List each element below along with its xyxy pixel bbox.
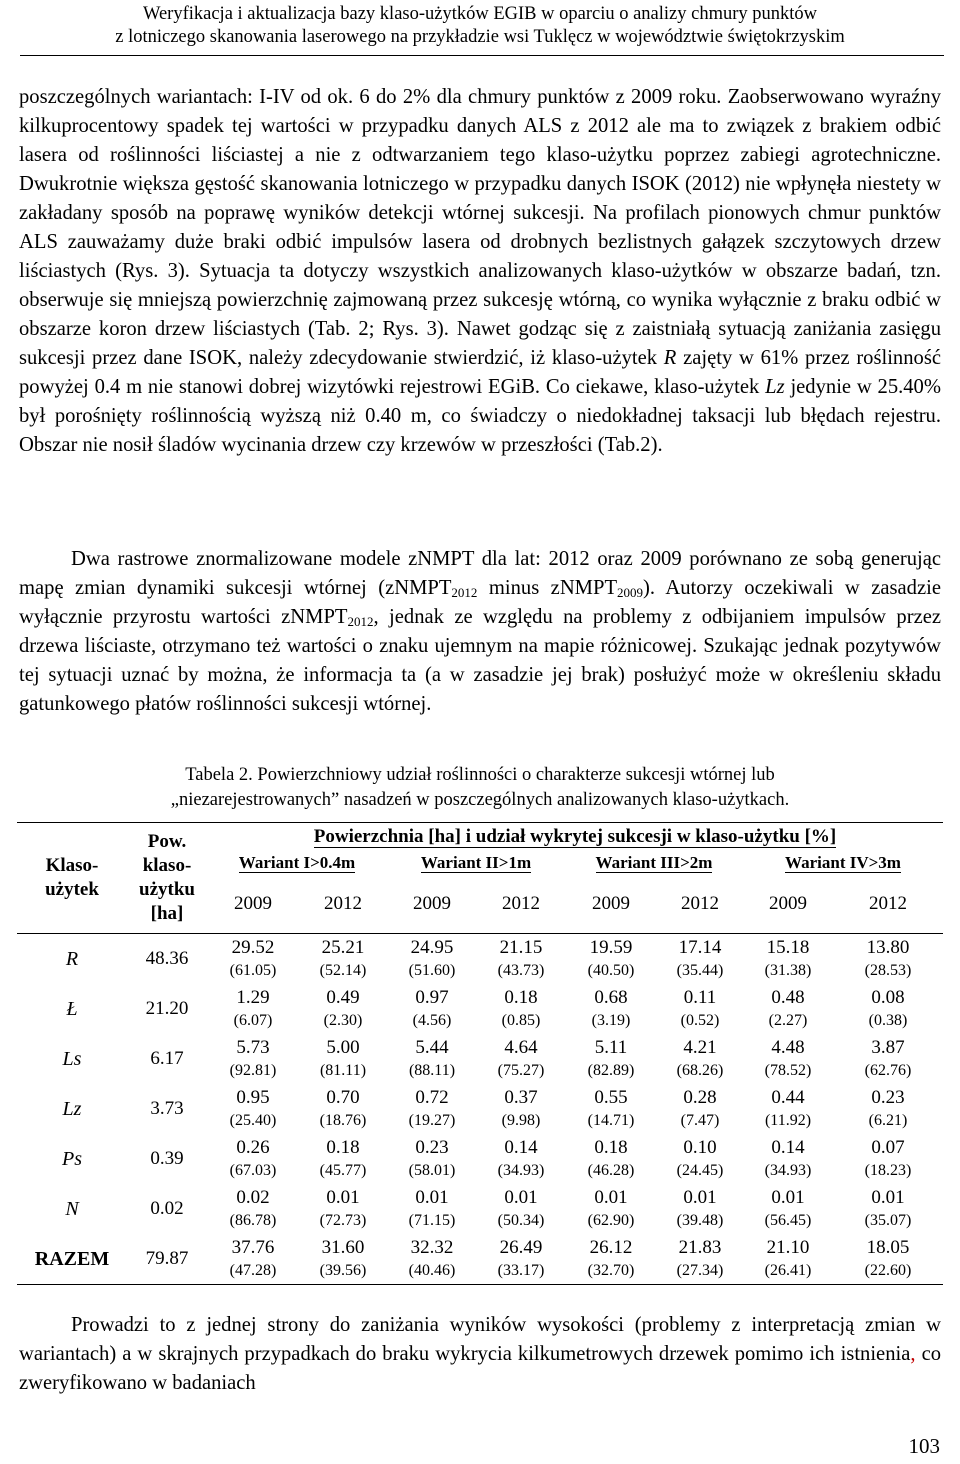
cell-percent-value: (4.56) <box>412 1012 452 1029</box>
table-cell <box>565 1084 657 1134</box>
table-cell <box>833 1234 943 1285</box>
cell-percent-value: (86.78) <box>229 1212 277 1229</box>
cell-area-value: 0.14 <box>504 1137 538 1158</box>
cell-area-value: 18.05 <box>866 1237 910 1258</box>
paragraph-2: Dwa rastrowe znormalizowane modele zNMPT dla lat: 2012 oraz 2009 porównano ze sobą generując mapę zmian dynamiki sukcesji wtórnej (zNMPT$_{2012}$ minus zNMPT$_{2009}$). Autorzy oczekiwali w zasadzie wyłącznie przyrostu wartości zNMPT$_{2012}$, jednak ze względu na problemy z odbijaniem impulsów przez drzewa liściaste, otrzymano też wartości o znaku ujemnym na mapie różnicowej. Szukając jednak pozytywów tej sytuacji uznać by można, że informacja ta (a w zasadzie jej brak) posłużyć może w określeniu składu gatunkowego płatów roślinności sukcesji wtórnej. <box>19 548 941 715</box>
table-caption: Tabela 2. Powierzchniowy udział roślinności o charakterze sukcesji wtórnej lub „niezarejestrowanych” nasadzeń w poszczególnych analizowanych klaso-użytkach. <box>170 765 790 810</box>
table-cell <box>207 1134 299 1184</box>
table-cell <box>477 1234 565 1285</box>
header-group: Powierzchnia [ha] i udział wykrytej sukcesji w klaso-użytku [%] <box>313 826 837 847</box>
class-area: 6.17 <box>150 1048 184 1069</box>
cell-percent-value: (82.89) <box>587 1062 635 1079</box>
cell-percent-value: (27.34) <box>676 1262 724 1279</box>
table-cell <box>657 934 743 985</box>
table-cell <box>387 1084 477 1134</box>
cell-percent-value: (58.01) <box>408 1162 456 1179</box>
table-cell <box>207 1234 299 1285</box>
cell-area-value: 4.64 <box>504 1037 538 1058</box>
cell-percent-value: (19.27) <box>408 1112 456 1129</box>
table-row <box>17 934 943 985</box>
cell-area-value: 0.01 <box>415 1187 449 1208</box>
cell-area-value: 0.01 <box>871 1187 905 1208</box>
cell-area-value: 26.49 <box>499 1237 543 1258</box>
table-cell <box>565 984 657 1034</box>
class-name: Ps <box>62 1148 82 1170</box>
cell-percent-value: (33.17) <box>497 1262 545 1279</box>
cell-area-value: 24.95 <box>410 937 454 958</box>
class-name: Ls <box>62 1048 82 1070</box>
cell-percent-value: (88.11) <box>408 1062 456 1079</box>
cell-area-value: 0.01 <box>504 1187 538 1208</box>
running-header <box>20 3 940 49</box>
table-cell <box>743 1234 833 1285</box>
class-name: R <box>65 948 79 970</box>
cell-percent-value: (9.98) <box>501 1112 541 1129</box>
table-cell <box>833 1084 943 1134</box>
cell-area-value: 0.55 <box>594 1087 628 1108</box>
cell-percent-value: (39.48) <box>676 1212 724 1229</box>
cell-area-value: 5.00 <box>326 1037 360 1058</box>
table-cell <box>207 1184 299 1234</box>
table-cell <box>657 1084 743 1134</box>
year-header: 2009 <box>592 893 630 914</box>
table-cell <box>833 984 943 1034</box>
table-cell <box>299 1134 387 1184</box>
cell-area-value: 4.48 <box>771 1037 805 1058</box>
table-cell <box>565 1134 657 1184</box>
table-cell <box>743 1184 833 1234</box>
table-cell <box>833 1134 943 1184</box>
table-cell <box>477 934 565 985</box>
cell-area-value: 0.11 <box>683 987 717 1008</box>
table-cell <box>299 1234 387 1285</box>
table-cell <box>207 934 299 985</box>
cell-percent-value: (18.23) <box>864 1162 912 1179</box>
cell-percent-value: (52.14) <box>319 962 367 979</box>
table-cell <box>207 1034 299 1084</box>
table-cell <box>657 984 743 1034</box>
cell-area-value: 5.44 <box>415 1037 449 1058</box>
table-cell <box>833 1184 943 1234</box>
cell-area-value: 0.18 <box>326 1137 360 1158</box>
cell-area-value: 5.73 <box>236 1037 270 1058</box>
cell-area-value: 17.14 <box>678 937 722 958</box>
table-cell <box>299 984 387 1034</box>
class-area: 48.36 <box>145 948 189 969</box>
cell-area-value: 0.01 <box>683 1187 717 1208</box>
table-row <box>17 1184 943 1234</box>
cell-percent-value: (26.41) <box>764 1262 812 1279</box>
table-cell <box>299 934 387 985</box>
cell-percent-value: (68.26) <box>676 1062 724 1079</box>
succession-table <box>17 822 943 1285</box>
cell-area-value: 21.83 <box>678 1237 722 1258</box>
table-cell <box>565 1184 657 1234</box>
cell-area-value: 0.95 <box>236 1087 270 1108</box>
cell-percent-value: (35.44) <box>676 962 724 979</box>
cell-area-value: 0.14 <box>771 1137 805 1158</box>
class-name: Ł <box>66 998 78 1020</box>
header-variant-2: Wariant II>1m <box>420 853 532 872</box>
cell-percent-value: (81.11) <box>319 1062 367 1079</box>
cell-percent-value: (39.56) <box>319 1262 367 1279</box>
cell-percent-value: (0.85) <box>501 1012 541 1029</box>
cell-percent-value: (6.07) <box>233 1012 273 1029</box>
table-cell <box>657 1034 743 1084</box>
table-cell <box>299 1034 387 1084</box>
paragraph-1: poszczególnych wariantach: I-IV od ok. 6 do 2% dla chmury punktów z 2009 roku. Zaobserwowano wyraźny kilkuprocentowy spadek tej wartości w przypadku danych ALS z 2012 ale ma to związek z brakiem odbić lasera od roślinności liściastej a nie z odtwarzaniem tego klaso-użytku poprzez zabiegi agrotechniczne. Dwukrotnie większa gęstość skanowania lotniczego w przypadku danych ISOK (2012) nie wpłynęła niestety w zakładany sposób na poprawę wyników detekcji wtórnej sukcesji. Na profilach pionowych chmur punktów ALS zauważamy duże braki odbić impulsów lasera od drobnych bezlistnych gałązek szczytowych drzew liściastych (Rys. 3). Sytuacja ta dotyczy wszystkich analizowanych klaso-użytków w obszarze badań, tzn. obserwuje się mniejszą powierzchnię zajmowaną przez sukcesję wtórną, co wynika wyłącznie z braku odbić w obszarze koron drzew liściastych (Tab. 2; Rys. 3). Nawet godząc się z zaistniałą sytuacją zaniżania zasięgu sukcesji przez dane ISOK, należy zdecydowanie stwierdzić, iż klaso-użytek R zajęty w 61% przez roślinność powyżej 0.4 m nie stanowi dobrej wizytówki rejestrowi EGiB. Co ciekawe, klaso-użytek Lz jedynie w 25.40% był porośnięty roślinnością wyższą niż 0.40 m, co świadczy o niedokładnej taksacji lub błędach rejestru. Obszar nie nosił śladów wycinania drzew czy krzewów w przeszłości (Tab.2). <box>19 86 942 456</box>
cell-percent-value: (25.40) <box>229 1112 277 1129</box>
table-cell <box>743 934 833 985</box>
cell-percent-value: (47.28) <box>229 1262 277 1279</box>
cell-area-value: 0.02 <box>236 1187 270 1208</box>
header-line-2: z lotniczego skanowania laserowego na przykładzie wsi Tuklęcz w województwie świętokrzyskim <box>115 27 845 47</box>
cell-area-value: 0.70 <box>326 1087 360 1108</box>
table-cell <box>477 1184 565 1234</box>
cell-area-value: 15.18 <box>766 937 810 958</box>
table-cell <box>565 1034 657 1084</box>
cell-percent-value: (2.27) <box>768 1012 808 1029</box>
cell-area-value: 0.37 <box>504 1087 538 1108</box>
table-cell <box>657 1234 743 1285</box>
cell-area-value: 4.21 <box>683 1037 717 1058</box>
cell-area-value: 0.44 <box>771 1087 805 1108</box>
table-cell <box>743 1134 833 1184</box>
paragraph-3: Prowadzi to z jednej strony do zaniżania wyników wysokości (problemy z interpretacją zmian w wariantach) a w skrajnych przypadkach do braku wykrycia kilkumetrowych drzewek pomimo ich istnienia, co zweryfikowano w badaniach <box>19 1314 941 1394</box>
table-cell <box>387 1034 477 1084</box>
table-row <box>17 1234 943 1285</box>
cell-percent-value: (0.38) <box>868 1012 908 1029</box>
cell-area-value: 0.18 <box>504 987 538 1008</box>
cell-area-value: 29.52 <box>231 937 275 958</box>
header-rule <box>20 55 944 56</box>
year-header: 2012 <box>681 893 719 914</box>
cell-percent-value: (34.93) <box>497 1162 545 1179</box>
header-variant-4: Wariant IV>3m <box>785 853 901 872</box>
cell-percent-value: (0.52) <box>680 1012 720 1029</box>
cell-area-value: 0.49 <box>326 987 360 1008</box>
cell-area-value: 0.72 <box>415 1087 449 1108</box>
table-row <box>17 984 943 1034</box>
cell-area-value: 0.18 <box>594 1137 628 1158</box>
cell-percent-value: (75.27) <box>497 1062 545 1079</box>
table-cell <box>387 934 477 985</box>
cell-percent-value: (34.93) <box>764 1162 812 1179</box>
cell-percent-value: (2.30) <box>323 1012 363 1029</box>
header-area: Pow. klaso-użytku [ha] <box>127 823 207 934</box>
table-cell <box>477 1034 565 1084</box>
cell-area-value: 21.15 <box>499 937 543 958</box>
table-cell <box>387 1134 477 1184</box>
cell-area-value: 0.28 <box>683 1087 717 1108</box>
cell-area-value: 31.60 <box>321 1237 365 1258</box>
cell-area-value: 0.01 <box>326 1187 360 1208</box>
cell-percent-value: (35.07) <box>864 1212 912 1229</box>
cell-area-value: 0.23 <box>415 1137 449 1158</box>
table-cell <box>743 1034 833 1084</box>
class-area: 0.02 <box>150 1198 184 1219</box>
cell-percent-value: (71.15) <box>408 1212 456 1229</box>
year-header: 2012 <box>869 893 907 914</box>
cell-area-value: 19.59 <box>589 937 633 958</box>
cell-area-value: 0.07 <box>871 1137 905 1158</box>
cell-percent-value: (62.76) <box>864 1062 912 1079</box>
table-cell <box>387 1184 477 1234</box>
table-row <box>17 1084 943 1134</box>
cell-percent-value: (18.76) <box>319 1112 367 1129</box>
cell-percent-value: (7.47) <box>680 1112 720 1129</box>
cell-area-value: 0.10 <box>683 1137 717 1158</box>
cell-percent-value: (32.70) <box>587 1262 635 1279</box>
table-cell <box>657 1184 743 1234</box>
cell-percent-value: (6.21) <box>868 1112 908 1129</box>
cell-percent-value: (45.77) <box>319 1162 367 1179</box>
year-header: 2009 <box>234 893 272 914</box>
table-cell <box>299 1084 387 1134</box>
cell-area-value: 0.68 <box>594 987 628 1008</box>
class-name: Lz <box>62 1098 82 1120</box>
table-cell <box>387 1234 477 1285</box>
cell-area-value: 37.76 <box>231 1237 275 1258</box>
class-area: 79.87 <box>145 1248 189 1269</box>
cell-area-value: 32.32 <box>410 1237 454 1258</box>
class-area: 0.39 <box>150 1148 184 1169</box>
class-name: RAZEM <box>34 1248 110 1270</box>
cell-area-value: 3.87 <box>871 1037 905 1058</box>
table-cell <box>207 984 299 1034</box>
cell-area-value: 0.01 <box>771 1187 805 1208</box>
table-cell <box>743 984 833 1034</box>
cell-percent-value: (61.05) <box>229 962 277 979</box>
table-cell <box>477 984 565 1034</box>
cell-area-value: 1.29 <box>236 987 270 1008</box>
cell-percent-value: (40.46) <box>408 1262 456 1279</box>
table-row <box>17 1134 943 1184</box>
cell-area-value: 26.12 <box>589 1237 633 1258</box>
cell-percent-value: (14.71) <box>587 1112 635 1129</box>
cell-area-value: 21.10 <box>766 1237 810 1258</box>
cell-percent-value: (78.52) <box>764 1062 812 1079</box>
cell-percent-value: (22.60) <box>864 1262 912 1279</box>
cell-percent-value: (46.28) <box>587 1162 635 1179</box>
page-number: 103 <box>908 1434 940 1458</box>
cell-percent-value: (43.73) <box>497 962 545 979</box>
cell-area-value: 13.80 <box>866 937 910 958</box>
cell-percent-value: (92.81) <box>229 1062 277 1079</box>
table-row <box>17 1034 943 1084</box>
cell-percent-value: (67.03) <box>229 1162 277 1179</box>
table-cell <box>299 1184 387 1234</box>
year-header: 2012 <box>502 893 540 914</box>
cell-percent-value: (3.19) <box>591 1012 631 1029</box>
cell-percent-value: (62.90) <box>587 1212 635 1229</box>
table-cell <box>565 934 657 985</box>
cell-area-value: 0.97 <box>415 987 449 1008</box>
cell-percent-value: (51.60) <box>408 962 456 979</box>
cell-percent-value: (50.34) <box>497 1212 545 1229</box>
cell-percent-value: (11.92) <box>764 1112 812 1129</box>
cell-area-value: 0.01 <box>594 1187 628 1208</box>
cell-area-value: 25.21 <box>321 937 365 958</box>
highlighted-comma: , <box>910 1343 916 1365</box>
table-cell <box>657 1134 743 1184</box>
table-cell <box>387 984 477 1034</box>
header-class: Klaso-użytek <box>17 823 127 934</box>
cell-percent-value: (31.38) <box>764 962 812 979</box>
cell-area-value: 0.23 <box>871 1087 905 1108</box>
class-name: N <box>65 1198 79 1220</box>
class-area: 21.20 <box>145 998 189 1019</box>
year-header: 2009 <box>769 893 807 914</box>
cell-area-value: 0.48 <box>771 987 805 1008</box>
header-variant-3: Wariant III>2m <box>595 853 713 872</box>
cell-percent-value: (72.73) <box>319 1212 367 1229</box>
header-variant-1: Wariant I>0.4m <box>238 853 356 872</box>
table-cell <box>743 1084 833 1134</box>
cell-area-value: 5.11 <box>594 1037 628 1058</box>
table-cell <box>477 1084 565 1134</box>
cell-percent-value: (40.50) <box>587 962 635 979</box>
class-area: 3.73 <box>150 1098 184 1119</box>
cell-percent-value: (24.45) <box>676 1162 724 1179</box>
cell-area-value: 0.26 <box>236 1137 270 1158</box>
header-line-1: Weryfikacja i aktualizacja bazy klaso-użytków EGIB w oparciu o analizy chmury punktów <box>142 4 818 24</box>
cell-percent-value: (28.53) <box>864 962 912 979</box>
table-cell <box>565 1234 657 1285</box>
cell-area-value: 0.08 <box>871 987 905 1008</box>
table-cell <box>477 1134 565 1184</box>
cell-percent-value: (56.45) <box>764 1212 812 1229</box>
table-cell <box>833 1034 943 1084</box>
table-cell <box>833 934 943 985</box>
table-cell <box>207 1084 299 1134</box>
year-header: 2009 <box>413 893 451 914</box>
year-header: 2012 <box>324 893 362 914</box>
